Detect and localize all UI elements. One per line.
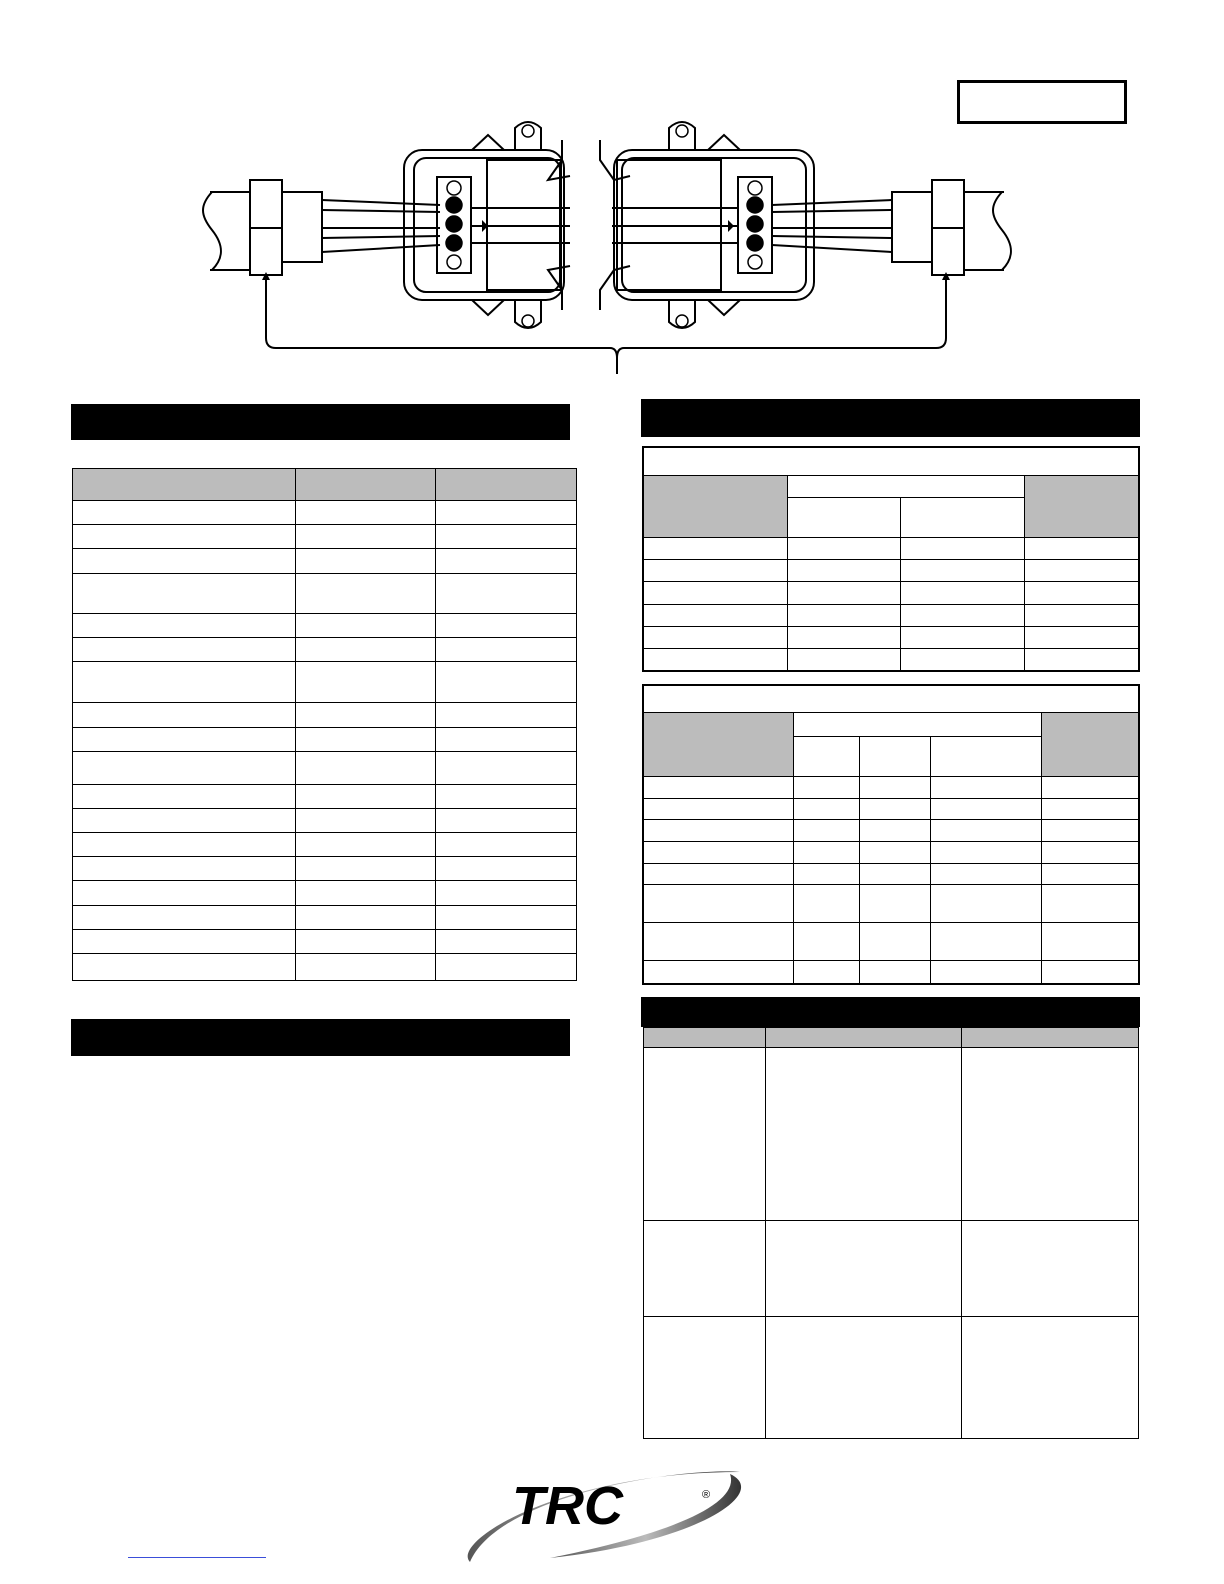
right-section-header-bar <box>641 399 1140 437</box>
left-section-header-bar-2 <box>71 1019 570 1056</box>
wiring-diagram-icon <box>0 0 1224 400</box>
rating-table-1 <box>643 475 1139 671</box>
logo-registered-mark: ® <box>702 1489 711 1501</box>
troubleshooting-table <box>643 1027 1139 1439</box>
left-section-header-bar <box>71 404 570 440</box>
rating-table-2 <box>643 712 1139 984</box>
link-underline[interactable] <box>128 1557 266 1558</box>
trc-logo-icon <box>440 1462 760 1572</box>
right-table-3-header-bar <box>641 997 1140 1027</box>
specifications-table <box>72 468 577 981</box>
logo-text: TRC <box>512 1476 623 1536</box>
